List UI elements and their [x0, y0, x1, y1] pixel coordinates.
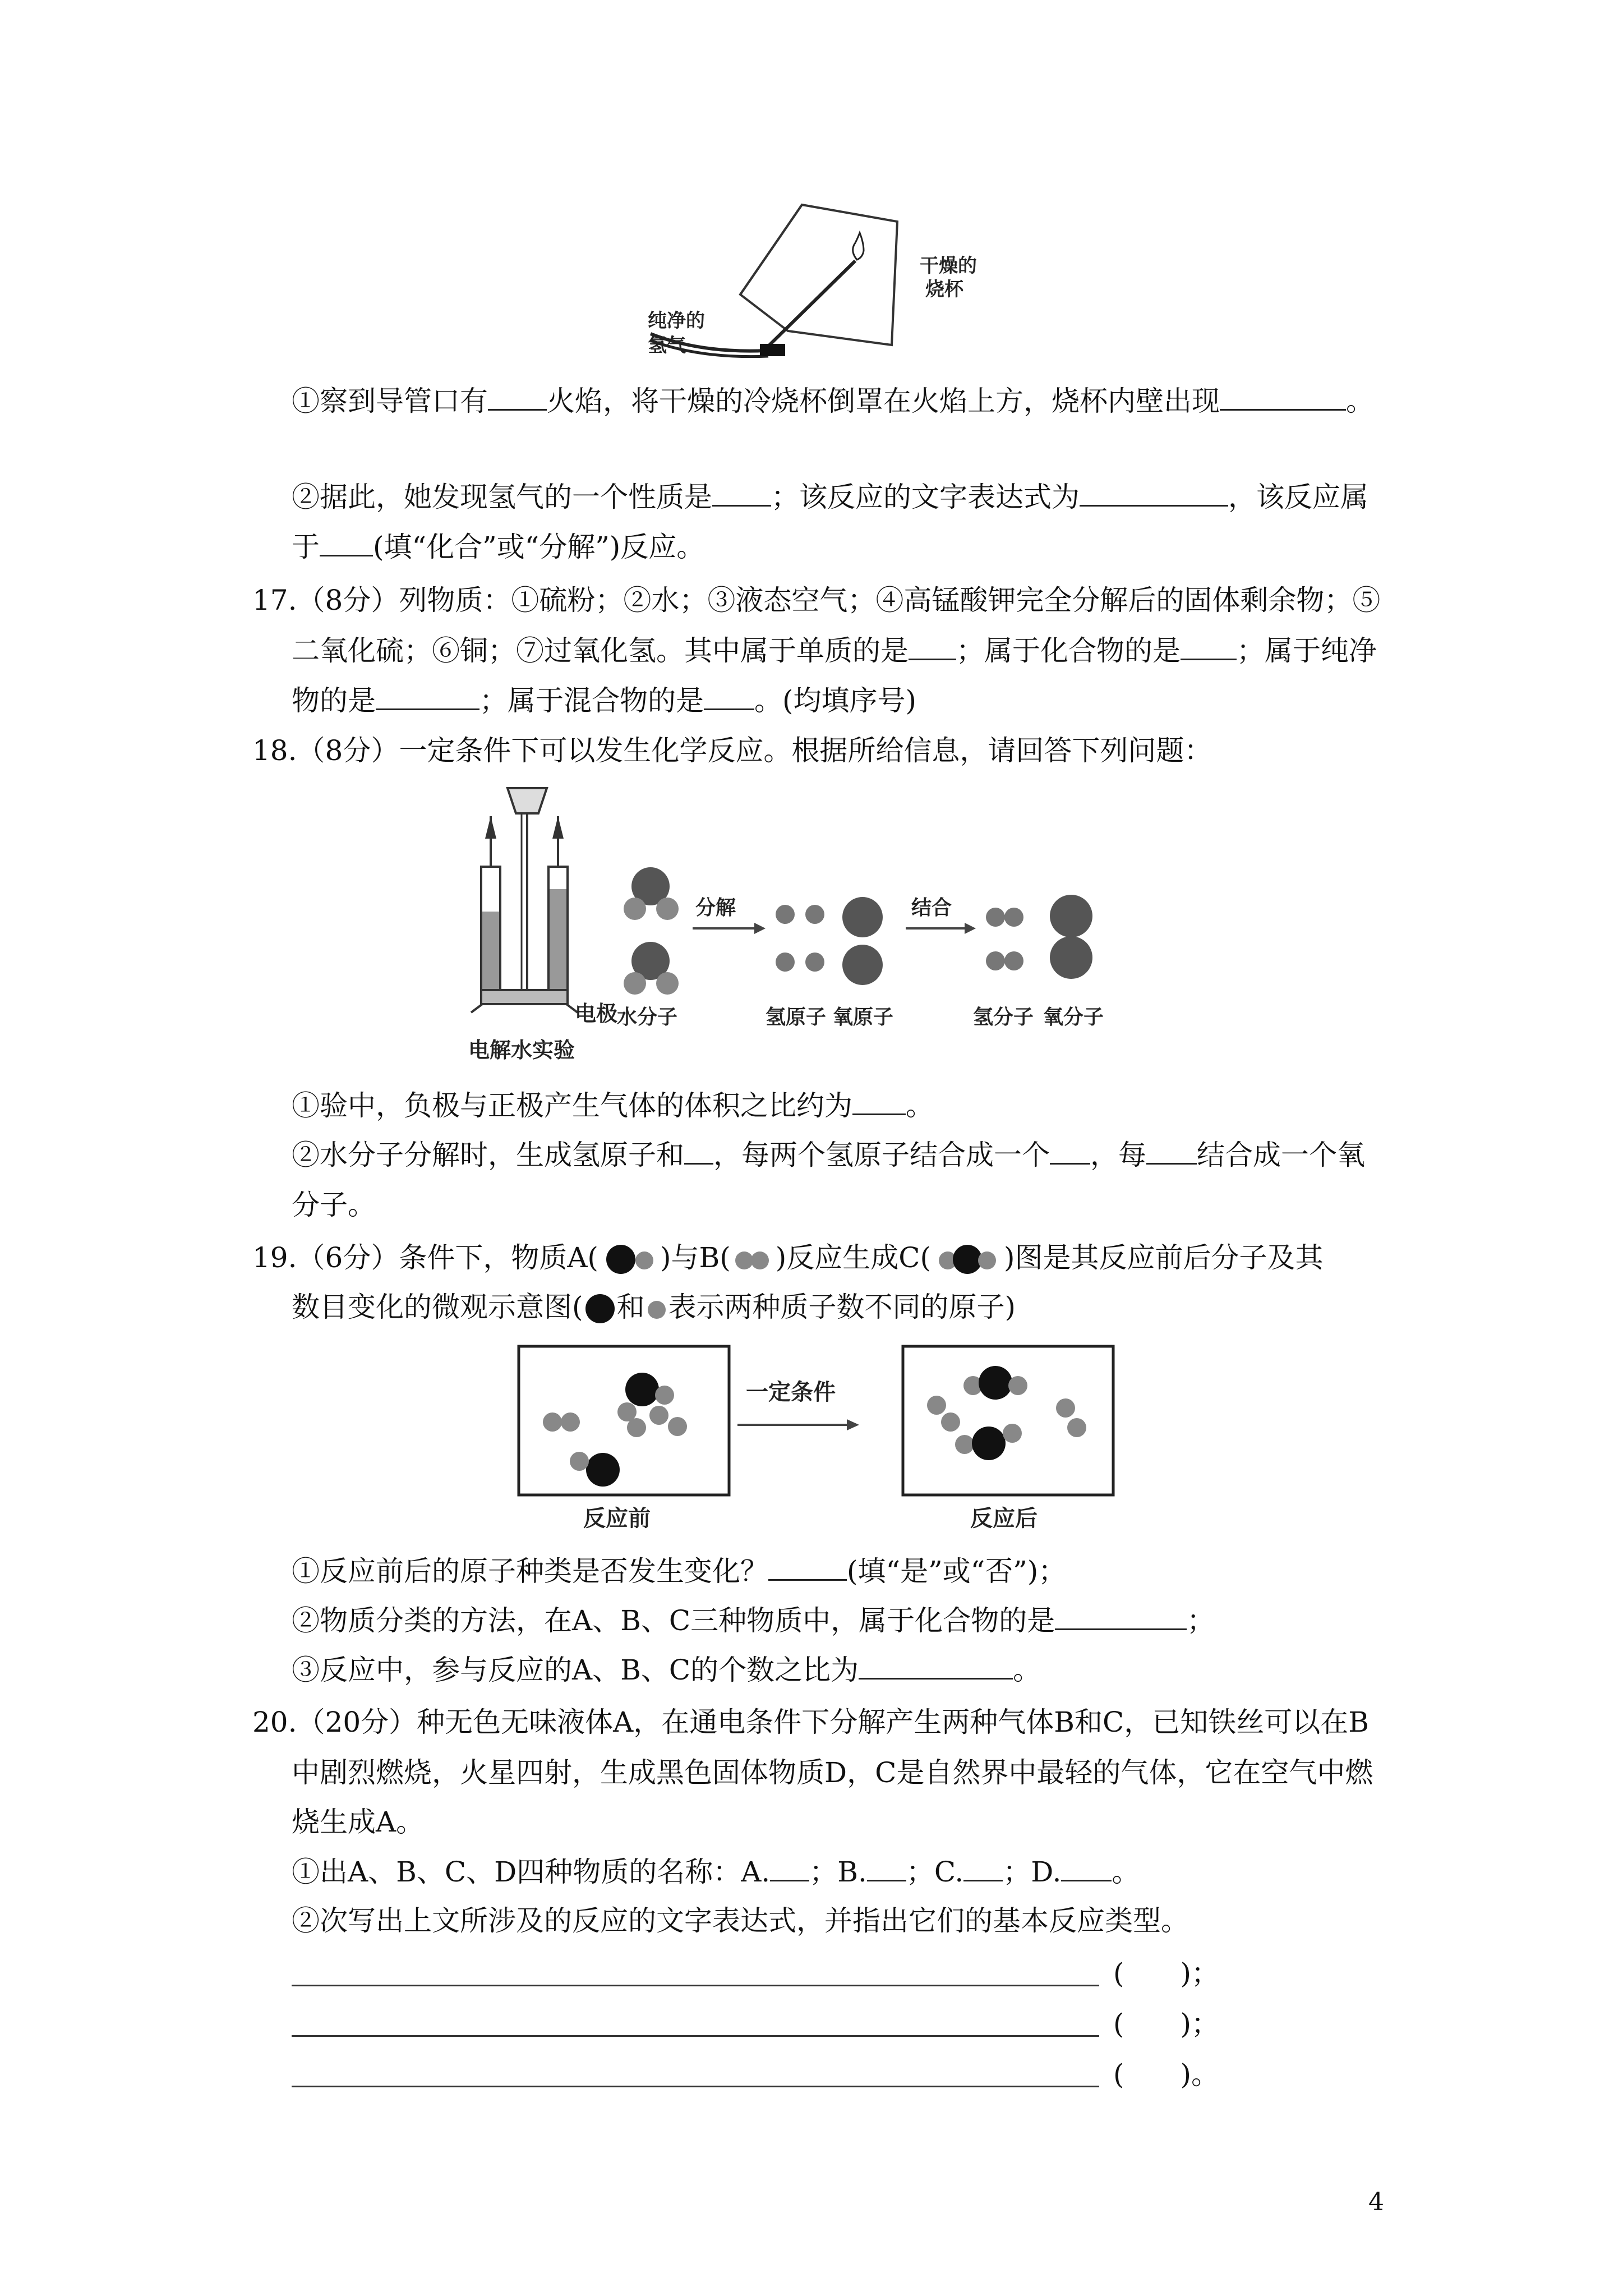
- answer-blank[interactable]: [1050, 1138, 1090, 1165]
- after-label: 反应后: [970, 1506, 1038, 1531]
- answer-blank[interactable]: [867, 1855, 906, 1881]
- before-label: 反应前: [583, 1506, 651, 1531]
- molecule-B-icon: [731, 1245, 776, 1274]
- answer-line-3[interactable]: [292, 2080, 1099, 2087]
- condition-label: 一定条件: [746, 1379, 836, 1405]
- water-molecule-label: 水分子: [617, 1006, 678, 1029]
- answer-blank[interactable]: [1055, 1603, 1187, 1630]
- h-molecule-label: 氢分子: [973, 1006, 1034, 1029]
- funnel-shape: [508, 788, 547, 813]
- q20-line5: ②次写出上文所涉及的反应的文字表达式，并指出它们的基本反应类型。: [292, 1904, 1189, 1937]
- hydrogen-label-line2: 氢气: [648, 334, 686, 357]
- q20-line3: 烧生成A。: [292, 1806, 425, 1838]
- answer-blank[interactable]: [376, 683, 479, 710]
- q16-line3: 于 (填“化合”或“分解”)反应。: [292, 531, 705, 563]
- q18-line4: 分子。: [292, 1189, 376, 1221]
- answer-blank[interactable]: [859, 1653, 1013, 1680]
- answer-type-1: ( )；: [1113, 1957, 1220, 1990]
- electrolysis-label: 电解水实验: [468, 1038, 575, 1062]
- q16-line1: ①察到导管口有 火焰，将干燥的冷烧杯倒罩在火焰上方，烧杯内壁出现 。: [292, 385, 1374, 417]
- answer-line-2[interactable]: [292, 2030, 1099, 2037]
- o2-molecule: [1050, 895, 1092, 979]
- flame-shape: [853, 233, 864, 260]
- answer-blank[interactable]: [1181, 633, 1237, 660]
- answer-blank[interactable]: [684, 1138, 713, 1165]
- molecule-C-icon: [931, 1245, 1004, 1274]
- answer-blank[interactable]: [909, 633, 956, 660]
- q20-line2: 中剧烈燃烧，火星四射，生成黑色固体物质D，C是自然界中最轻的气体，它在空气中燃: [292, 1756, 1373, 1789]
- answer-type-2: ( )；: [1113, 2008, 1220, 2040]
- page-number: 4: [1368, 2188, 1384, 2216]
- q19-line4: ②物质分类的方法，在A、B、C三种物质中，属于化合物的是 ；: [292, 1604, 1215, 1637]
- h2-molecule: [986, 908, 1023, 927]
- o-molecule-label: 氧分子: [1043, 1006, 1104, 1029]
- grey-atom-icon: [645, 1294, 668, 1323]
- answer-blank[interactable]: [963, 1855, 1003, 1881]
- combine-label: 结合: [911, 896, 952, 919]
- q19-line2: 数目变化的微观示意图( 和 表示两种质子数不同的原子): [292, 1291, 1016, 1323]
- h-atom: [776, 953, 795, 972]
- answer-blank[interactable]: [704, 683, 754, 710]
- answer-blank[interactable]: [1061, 1855, 1112, 1881]
- o-atom: [842, 945, 883, 985]
- answer-blank[interactable]: [852, 1088, 906, 1115]
- answer-blank[interactable]: [1146, 1138, 1197, 1165]
- q19-line5: ③反应中，参与反应的A、B、C的个数之比为 。: [292, 1654, 1041, 1686]
- electrode-label: 电极: [575, 1001, 618, 1026]
- molecule-A-icon: [598, 1245, 660, 1274]
- h-atom: [805, 953, 824, 972]
- answer-blank[interactable]: [712, 480, 771, 507]
- q18-line2: ①验中，负极与正极产生气体的体积之比约为 。: [292, 1089, 934, 1122]
- o-atom: [842, 897, 883, 937]
- q19-line3: ①反应前后的原子种类是否发生变化？ (填“是”或“否”)；: [292, 1555, 1067, 1588]
- beaker-label-line2: 烧杯: [925, 278, 963, 301]
- answer-blank[interactable]: [488, 384, 547, 411]
- black-atom-icon: [583, 1294, 617, 1323]
- h-atom-label: 氢原子: [766, 1006, 827, 1029]
- answer-blank[interactable]: [320, 530, 373, 556]
- beaker-label-line1: 干燥的: [920, 255, 977, 277]
- o-atom-label: 氧原子: [833, 1006, 894, 1029]
- hydrogen-burning-figure: [634, 199, 1049, 367]
- decompose-label: 分解: [695, 896, 736, 919]
- water-molecule-bottom: [624, 942, 679, 995]
- q16-line2: ②据此，她发现氢气的一个性质是 ；该反应的文字表达式为 ，该反应属: [292, 481, 1368, 513]
- q18-line3: ②水分子分解时，生成氢原子和 ，每两个氢原子结合成一个 ，每 结合成一个氧: [292, 1139, 1365, 1171]
- water-molecule-top: [624, 867, 679, 920]
- q17-line3: 物的是 ；属于混合物的是 。(均填序号): [292, 684, 917, 717]
- q19-line1: 19.（6分）条件下，物质A( )与B( )反应生成C( )图是其反应前后分子及其: [252, 1241, 1324, 1274]
- answer-type-3: ( )。: [1113, 2058, 1220, 2091]
- q18-line1: 18.（8分）一定条件下可以发生化学反应。根据所给信息，请回答下列问题：: [252, 734, 1212, 767]
- h-atom: [776, 905, 795, 924]
- q20-line1: 20.（20分）种无色无味液体A，在通电条件下分解产生两种气体B和C，已知铁丝可以在B: [252, 1706, 1369, 1738]
- reaction-figure: [516, 1343, 1122, 1540]
- answer-blank[interactable]: [1220, 384, 1346, 411]
- hydrogen-label-line1: 纯净的: [648, 310, 705, 332]
- answer-blank[interactable]: [1080, 480, 1228, 507]
- answer-blank[interactable]: [768, 1554, 847, 1581]
- h2-molecule: [986, 951, 1023, 970]
- answer-line-1[interactable]: [292, 1979, 1099, 1986]
- h-atom: [805, 905, 824, 924]
- electrolysis-figure: [460, 783, 1189, 1074]
- answer-blank[interactable]: [770, 1855, 809, 1881]
- q17-line1: 17.（8分）列物质：①硫粉；②水；③液态空气；④高锰酸钾完全分解后的固体剩余物；⑤: [252, 584, 1381, 616]
- q17-line2: 二氧化硫；⑥铜；⑦过氧化氢。其中属于单质的是 ；属于化合物的是 ；属于纯净: [292, 634, 1377, 667]
- beaker-shape: [740, 205, 897, 345]
- q20-line4: ①出A、B、C、D四种物质的名称：A. ；B. ；C. ；D. 。: [292, 1856, 1140, 1888]
